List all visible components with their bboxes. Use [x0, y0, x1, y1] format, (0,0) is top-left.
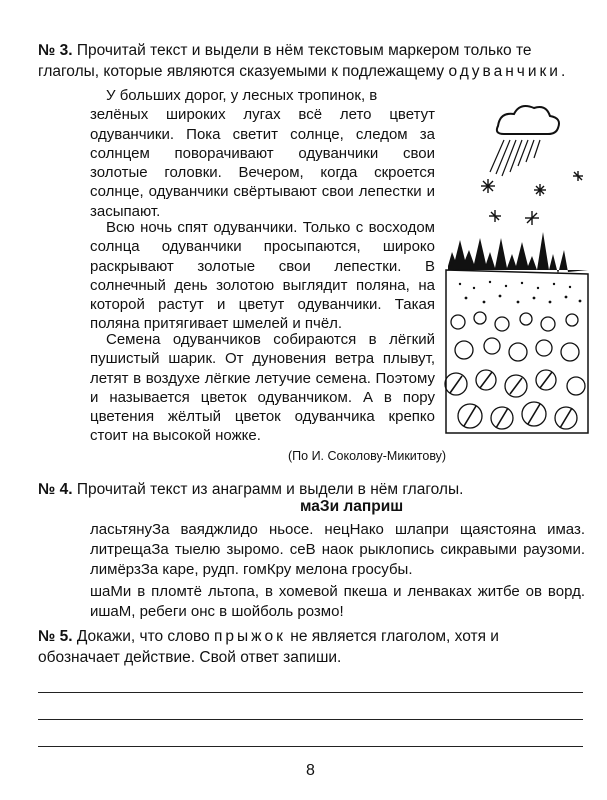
- answer-line-3[interactable]: [38, 746, 583, 747]
- task-3-instruction: [38, 40, 583, 82]
- answer-line-1[interactable]: [38, 692, 583, 693]
- page-number: 8: [306, 762, 315, 779]
- dandelion-meadow-illustration: [440, 88, 592, 443]
- task-5-text-a: Докажи, что слово: [76, 628, 210, 645]
- anagram-paragraph-1: ласьтянуЗа вaяджлидо ньосе. нецНако шлапри щаястояна имаз. литрещаЗа тыелю зыромо. сеВ наок рыклопись сикравыми раузоми. лимёрзЗа каре, рудп. гомКру мелона гросубы.: [90, 521, 585, 578]
- task-4-number: № 4.: [38, 481, 73, 498]
- task-3-end: .: [560, 63, 566, 80]
- story-p1-line1: У больших дорог, у лесных тропинок, в: [106, 87, 378, 104]
- task-5-instruction: [38, 626, 583, 668]
- task-5-number: № 5.: [38, 628, 73, 645]
- task-3-text: Прочитай текст и выдели в нём текстовым маркером только те глаголы, которые являются сказуемыми к подлежащему: [38, 42, 532, 80]
- story-paragraph-1: [90, 86, 435, 221]
- story-p1-rest: зелёных широких лугах всё лето цветут одуванчики. Пока светит солнце, следом за солнцем поворачивают одуванчики свои золотые головки. Вечером, когда скроется солнце, одуванчики свёртывают свои лепестки и засыпают.: [90, 106, 435, 220]
- task-4-instruction: [38, 479, 583, 500]
- task-4-text: Прочитай текст из анаграмм и выдели в нём глаголы.: [76, 481, 464, 498]
- anagram-paragraph-2: шаМи в пломтё льтопа, в хомевой пкеша и ленваках житбе ов ворд. ишаМ, ребеги онс в шойболь розмо!: [90, 583, 585, 620]
- task-5-word: прыжок: [214, 628, 286, 645]
- task-3-number: № 3.: [38, 42, 73, 59]
- task-5-text-b: не является глаголом, хотя и обозначает действие. Свой ответ запиши.: [38, 628, 499, 666]
- story-paragraph-2: Всю ночь спят одуванчики. Только с восходом солнца одуванчики просыпаются, широко раскрывают золотые свои лепестки. В солнечный день золотою выглядит поляна, на которой растут и цветут одуванчики. Такая поляна притягивает шмелей и пчёл.: [90, 219, 435, 333]
- answer-line-2[interactable]: [38, 719, 583, 720]
- task-3-word: одуванчики: [448, 63, 561, 80]
- anagram-title: маЗи лаприш: [300, 498, 404, 515]
- story-author: (По И. Соколову-Микитову): [288, 449, 447, 463]
- story-paragraph-3: Семена одуванчиков собираются в лёгкий пушистый шарик. От дуновения ветра плывут, летят в воздухе лёгкие летучие семена. Поэтому и называется цветок одуванчиком. А в пору цветения жёлтый цветок одуванчика крепко стоит на высокой ножке.: [90, 331, 435, 445]
